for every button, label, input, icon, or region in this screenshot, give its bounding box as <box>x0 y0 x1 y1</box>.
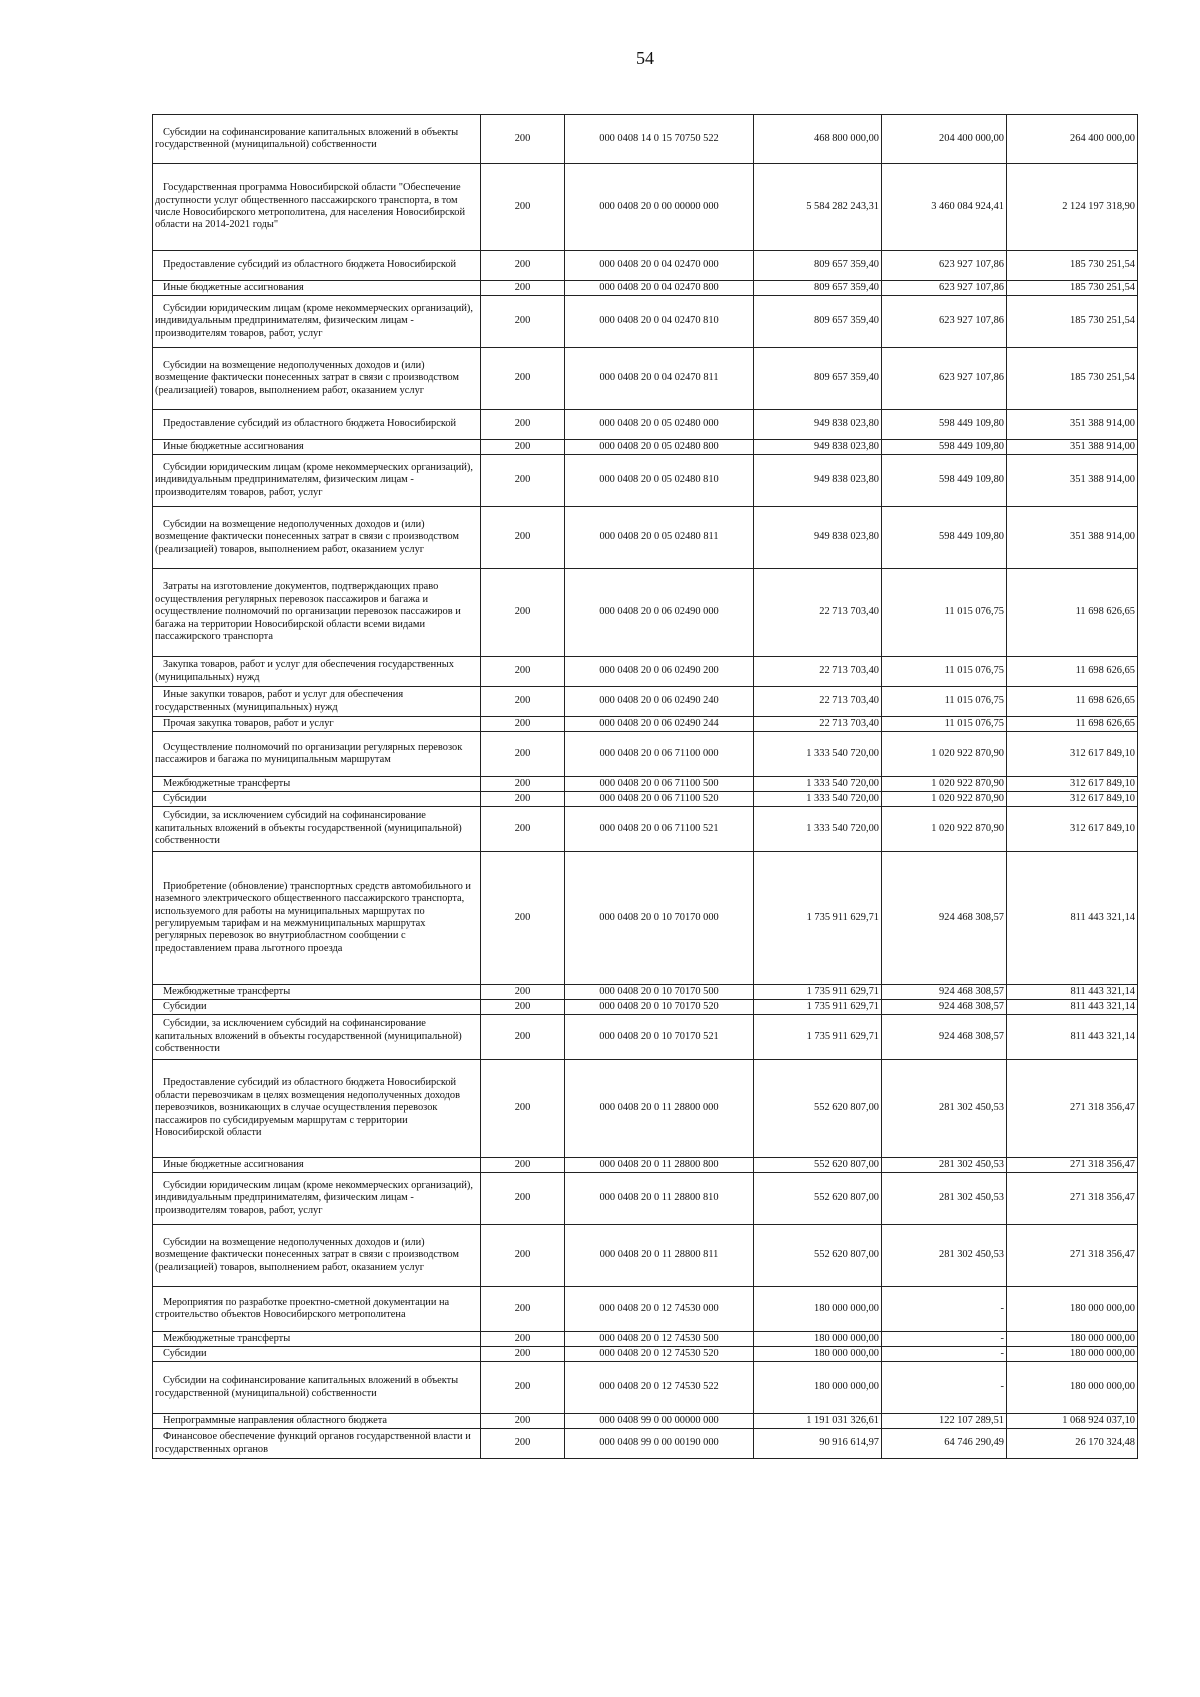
row-value-3: 1 068 924 037,10 <box>1007 1414 1138 1429</box>
row-name: Осуществление полномочий по организации регулярных перевозок пассажиров и багажа по муниципальным маршрутам <box>153 732 481 777</box>
row-value-1: 180 000 000,00 <box>754 1347 882 1362</box>
row-value-1: 552 620 807,00 <box>754 1060 882 1158</box>
row-value-2: 1 020 922 870,90 <box>882 807 1007 852</box>
row-value-2: - <box>882 1287 1007 1332</box>
row-value-3: 185 730 251,54 <box>1007 251 1138 281</box>
row-value-1: 809 657 359,40 <box>754 281 882 296</box>
row-budget-code: 000 0408 99 0 00 00000 000 <box>565 1414 754 1429</box>
row-name: Мероприятия по разработке проектно-сметной документации на строительство объектов Новосибирского метрополитена <box>153 1287 481 1332</box>
row-value-1: 22 713 703,40 <box>754 687 882 717</box>
table-row <box>153 296 1138 348</box>
row-value-3: 185 730 251,54 <box>1007 296 1138 348</box>
row-value-3: 271 318 356,47 <box>1007 1060 1138 1158</box>
row-budget-code: 000 0408 20 0 06 02490 240 <box>565 687 754 717</box>
row-value-2: 1 020 922 870,90 <box>882 792 1007 807</box>
table-row <box>153 455 1138 507</box>
row-value-1: 1 735 911 629,71 <box>754 852 882 985</box>
table-row <box>153 717 1138 732</box>
row-value-2: 924 468 308,57 <box>882 1015 1007 1060</box>
table-row <box>153 792 1138 807</box>
row-value-1: 180 000 000,00 <box>754 1362 882 1414</box>
row-grbs-code: 200 <box>481 507 565 569</box>
row-value-3: 11 698 626,65 <box>1007 687 1138 717</box>
row-value-2: - <box>882 1347 1007 1362</box>
table-row <box>153 1287 1138 1332</box>
row-name: Иные бюджетные ассигнования <box>153 1158 481 1173</box>
row-budget-code: 000 0408 99 0 00 00190 000 <box>565 1429 754 1459</box>
row-budget-code: 000 0408 20 0 11 28800 811 <box>565 1225 754 1287</box>
row-grbs-code: 200 <box>481 777 565 792</box>
row-value-2: 598 449 109,80 <box>882 455 1007 507</box>
table-row <box>153 1225 1138 1287</box>
row-name: Межбюджетные трансферты <box>153 777 481 792</box>
row-name: Субсидии на возмещение недополученных доходов и (или) возмещение фактически понесенных затрат в связи с производством (реализацией) товаров, выполнением работ, оказанием услуг <box>153 1225 481 1287</box>
row-value-2: 281 302 450,53 <box>882 1173 1007 1225</box>
row-name: Субсидии на возмещение недополученных доходов и (или) возмещение фактически понесенных затрат в связи с производством (реализацией) товаров, выполнением работ, оказанием услуг <box>153 348 481 410</box>
row-name: Приобретение (обновление) транспортных средств автомобильного и наземного электрического общественного пассажирского транспорта, используемого для работы на муниципальных маршрутах по регулируемым тарифам и на межмуниципальных маршрутах регулярных перевозок во внутриобластном сообщении с предоставлением права льготного проезда <box>153 852 481 985</box>
row-grbs-code: 200 <box>481 1060 565 1158</box>
row-value-1: 552 620 807,00 <box>754 1225 882 1287</box>
row-value-3: 312 617 849,10 <box>1007 732 1138 777</box>
row-value-2: 11 015 076,75 <box>882 687 1007 717</box>
row-grbs-code: 200 <box>481 115 565 164</box>
row-name: Субсидии юридическим лицам (кроме некоммерческих организаций), индивидуальным предпринимателям, физическим лицам - производителям товаров, работ, услуг <box>153 1173 481 1225</box>
row-name: Субсидии <box>153 1347 481 1362</box>
row-name: Предоставление субсидий из областного бюджета Новосибирской <box>153 251 481 281</box>
row-value-3: 351 388 914,00 <box>1007 507 1138 569</box>
row-value-1: 5 584 282 243,31 <box>754 164 882 251</box>
table-row <box>153 410 1138 440</box>
row-value-3: 811 443 321,14 <box>1007 852 1138 985</box>
row-value-1: 552 620 807,00 <box>754 1158 882 1173</box>
table-row <box>153 1362 1138 1414</box>
row-budget-code: 000 0408 20 0 12 74530 520 <box>565 1347 754 1362</box>
row-value-3: 180 000 000,00 <box>1007 1332 1138 1347</box>
row-value-2: 281 302 450,53 <box>882 1225 1007 1287</box>
row-budget-code: 000 0408 20 0 06 02490 244 <box>565 717 754 732</box>
row-grbs-code: 200 <box>481 1332 565 1347</box>
row-budget-code: 000 0408 20 0 04 02470 000 <box>565 251 754 281</box>
row-budget-code: 000 0408 20 0 06 02490 000 <box>565 569 754 657</box>
row-value-3: 180 000 000,00 <box>1007 1287 1138 1332</box>
row-budget-code: 000 0408 20 0 06 02490 200 <box>565 657 754 687</box>
row-value-1: 22 713 703,40 <box>754 717 882 732</box>
row-name: Субсидии юридическим лицам (кроме некоммерческих организаций), индивидуальным предпринимателям, физическим лицам - производителям товаров, работ, услуг <box>153 296 481 348</box>
row-name: Финансовое обеспечение функций органов государственной власти и государственных органов <box>153 1429 481 1459</box>
table-row <box>153 807 1138 852</box>
row-value-3: 312 617 849,10 <box>1007 792 1138 807</box>
row-value-2: 122 107 289,51 <box>882 1414 1007 1429</box>
row-budget-code: 000 0408 20 0 06 71100 521 <box>565 807 754 852</box>
row-name: Предоставление субсидий из областного бюджета Новосибирской <box>153 410 481 440</box>
row-budget-code: 000 0408 20 0 04 02470 811 <box>565 348 754 410</box>
row-budget-code: 000 0408 20 0 10 70170 000 <box>565 852 754 985</box>
row-value-3: 180 000 000,00 <box>1007 1347 1138 1362</box>
row-value-1: 949 838 023,80 <box>754 507 882 569</box>
row-value-1: 1 191 031 326,61 <box>754 1414 882 1429</box>
row-value-1: 949 838 023,80 <box>754 455 882 507</box>
row-name: Иные бюджетные ассигнования <box>153 440 481 455</box>
row-budget-code: 000 0408 20 0 06 71100 000 <box>565 732 754 777</box>
row-name: Межбюджетные трансферты <box>153 985 481 1000</box>
table-row <box>153 732 1138 777</box>
row-name: Иные закупки товаров, работ и услуг для обеспечения государственных (муниципальных) нужд <box>153 687 481 717</box>
row-value-1: 949 838 023,80 <box>754 440 882 455</box>
row-grbs-code: 200 <box>481 717 565 732</box>
table-row <box>153 1015 1138 1060</box>
row-value-1: 809 657 359,40 <box>754 348 882 410</box>
table-row <box>153 657 1138 687</box>
row-name: Предоставление субсидий из областного бюджета Новосибирской области перевозчикам в целях возмещения недополученных доходов перевозчиков, возникающих в случае осуществления перевозок пассажиров по субсидируемым маршрутам с территории Новосибирской области <box>153 1060 481 1158</box>
table-row <box>153 251 1138 281</box>
table-row <box>153 115 1138 164</box>
row-value-2: 623 927 107,86 <box>882 296 1007 348</box>
row-budget-code: 000 0408 20 0 10 70170 520 <box>565 1000 754 1015</box>
row-value-3: 811 443 321,14 <box>1007 985 1138 1000</box>
row-value-2: 281 302 450,53 <box>882 1060 1007 1158</box>
row-grbs-code: 200 <box>481 440 565 455</box>
row-name: Затраты на изготовление документов, подтверждающих право осуществления регулярных перевозок пассажиров и багажа и осуществление полномочий по организации перевозок пассажиров и багажа на территории Новосибирской области всеми видами пассажирского транспорта <box>153 569 481 657</box>
row-name: Субсидии <box>153 1000 481 1015</box>
row-name: Субсидии, за исключением субсидий на софинансирование капитальных вложений в объекты государственной (муниципальной) собственности <box>153 807 481 852</box>
row-value-3: 26 170 324,48 <box>1007 1429 1138 1459</box>
table-row <box>153 507 1138 569</box>
row-grbs-code: 200 <box>481 852 565 985</box>
table-row <box>153 1429 1138 1459</box>
row-budget-code: 000 0408 20 0 12 74530 522 <box>565 1362 754 1414</box>
row-grbs-code: 200 <box>481 296 565 348</box>
row-budget-code: 000 0408 20 0 05 02480 810 <box>565 455 754 507</box>
row-value-1: 552 620 807,00 <box>754 1173 882 1225</box>
row-value-2: 924 468 308,57 <box>882 1000 1007 1015</box>
row-value-3: 11 698 626,65 <box>1007 569 1138 657</box>
row-grbs-code: 200 <box>481 410 565 440</box>
row-value-3: 185 730 251,54 <box>1007 281 1138 296</box>
row-value-2: 1 020 922 870,90 <box>882 777 1007 792</box>
table-row <box>153 852 1138 985</box>
row-value-2: 924 468 308,57 <box>882 852 1007 985</box>
row-grbs-code: 200 <box>481 251 565 281</box>
row-grbs-code: 200 <box>481 1429 565 1459</box>
row-value-1: 949 838 023,80 <box>754 410 882 440</box>
row-grbs-code: 200 <box>481 1173 565 1225</box>
row-value-1: 809 657 359,40 <box>754 251 882 281</box>
table-row <box>153 164 1138 251</box>
table-row <box>153 687 1138 717</box>
table-row <box>153 1158 1138 1173</box>
row-value-3: 180 000 000,00 <box>1007 1362 1138 1414</box>
row-value-2: 598 449 109,80 <box>882 440 1007 455</box>
row-grbs-code: 200 <box>481 1347 565 1362</box>
row-value-3: 351 388 914,00 <box>1007 410 1138 440</box>
row-budget-code: 000 0408 20 0 06 71100 500 <box>565 777 754 792</box>
row-grbs-code: 200 <box>481 807 565 852</box>
row-budget-code: 000 0408 20 0 10 70170 500 <box>565 985 754 1000</box>
row-budget-code: 000 0408 20 0 04 02470 800 <box>565 281 754 296</box>
row-name: Непрограммные направления областного бюджета <box>153 1414 481 1429</box>
row-value-2: - <box>882 1332 1007 1347</box>
row-value-1: 1 333 540 720,00 <box>754 807 882 852</box>
row-grbs-code: 200 <box>481 792 565 807</box>
row-name: Субсидии юридическим лицам (кроме некоммерческих организаций), индивидуальным предпринимателям, физическим лицам - производителям товаров, работ, услуг <box>153 455 481 507</box>
row-value-3: 271 318 356,47 <box>1007 1158 1138 1173</box>
row-budget-code: 000 0408 20 0 00 00000 000 <box>565 164 754 251</box>
row-value-3: 11 698 626,65 <box>1007 717 1138 732</box>
row-grbs-code: 200 <box>481 1000 565 1015</box>
row-value-1: 809 657 359,40 <box>754 296 882 348</box>
table-row <box>153 985 1138 1000</box>
row-value-2: - <box>882 1362 1007 1414</box>
row-value-3: 11 698 626,65 <box>1007 657 1138 687</box>
table-row <box>153 1347 1138 1362</box>
row-value-1: 1 333 540 720,00 <box>754 792 882 807</box>
row-value-3: 271 318 356,47 <box>1007 1173 1138 1225</box>
row-value-3: 351 388 914,00 <box>1007 455 1138 507</box>
row-value-2: 623 927 107,86 <box>882 251 1007 281</box>
row-budget-code: 000 0408 20 0 05 02480 800 <box>565 440 754 455</box>
row-value-1: 1 735 911 629,71 <box>754 1000 882 1015</box>
table-row <box>153 281 1138 296</box>
row-value-2: 1 020 922 870,90 <box>882 732 1007 777</box>
row-value-3: 811 443 321,14 <box>1007 1015 1138 1060</box>
row-value-3: 264 400 000,00 <box>1007 115 1138 164</box>
table-row <box>153 1414 1138 1429</box>
row-grbs-code: 200 <box>481 348 565 410</box>
row-name: Субсидии <box>153 792 481 807</box>
table-row <box>153 569 1138 657</box>
row-value-1: 1 735 911 629,71 <box>754 985 882 1000</box>
row-grbs-code: 200 <box>481 1362 565 1414</box>
row-value-3: 2 124 197 318,90 <box>1007 164 1138 251</box>
row-budget-code: 000 0408 20 0 05 02480 000 <box>565 410 754 440</box>
row-grbs-code: 200 <box>481 455 565 507</box>
row-name: Государственная программа Новосибирской области "Обеспечение доступности услуг общественного пассажирского транспорта, в том числе Новосибирского метрополитена, для населения Новосибирской области на 2014-2021 годы" <box>153 164 481 251</box>
row-grbs-code: 200 <box>481 687 565 717</box>
table-row <box>153 1173 1138 1225</box>
page-number: 54 <box>636 48 654 68</box>
row-budget-code: 000 0408 20 0 06 71100 520 <box>565 792 754 807</box>
row-grbs-code: 200 <box>481 1158 565 1173</box>
row-name: Закупка товаров, работ и услуг для обеспечения государственных (муниципальных) нужд <box>153 657 481 687</box>
row-name: Субсидии на возмещение недополученных доходов и (или) возмещение фактически понесенных затрат в связи с производством (реализацией) товаров, выполнением работ, оказанием услуг <box>153 507 481 569</box>
row-value-1: 90 916 614,97 <box>754 1429 882 1459</box>
row-budget-code: 000 0408 20 0 05 02480 811 <box>565 507 754 569</box>
row-grbs-code: 200 <box>481 281 565 296</box>
row-value-3: 185 730 251,54 <box>1007 348 1138 410</box>
row-grbs-code: 200 <box>481 164 565 251</box>
row-value-3: 811 443 321,14 <box>1007 1000 1138 1015</box>
row-value-1: 180 000 000,00 <box>754 1332 882 1347</box>
row-budget-code: 000 0408 20 0 11 28800 810 <box>565 1173 754 1225</box>
row-value-1: 180 000 000,00 <box>754 1287 882 1332</box>
row-value-2: 623 927 107,86 <box>882 281 1007 296</box>
row-value-1: 1 333 540 720,00 <box>754 777 882 792</box>
row-value-3: 351 388 914,00 <box>1007 440 1138 455</box>
row-grbs-code: 200 <box>481 1225 565 1287</box>
row-value-2: 623 927 107,86 <box>882 348 1007 410</box>
table-row <box>153 777 1138 792</box>
table-row <box>153 440 1138 455</box>
row-value-2: 281 302 450,53 <box>882 1158 1007 1173</box>
row-value-1: 22 713 703,40 <box>754 569 882 657</box>
row-name: Субсидии, за исключением субсидий на софинансирование капитальных вложений в объекты государственной (муниципальной) собственности <box>153 1015 481 1060</box>
row-value-2: 598 449 109,80 <box>882 410 1007 440</box>
row-budget-code: 000 0408 20 0 04 02470 810 <box>565 296 754 348</box>
row-value-2: 11 015 076,75 <box>882 717 1007 732</box>
row-grbs-code: 200 <box>481 732 565 777</box>
row-name: Иные бюджетные ассигнования <box>153 281 481 296</box>
row-value-2: 204 400 000,00 <box>882 115 1007 164</box>
row-grbs-code: 200 <box>481 985 565 1000</box>
row-value-1: 22 713 703,40 <box>754 657 882 687</box>
row-value-1: 1 735 911 629,71 <box>754 1015 882 1060</box>
row-value-1: 468 800 000,00 <box>754 115 882 164</box>
row-budget-code: 000 0408 20 0 10 70170 521 <box>565 1015 754 1060</box>
row-grbs-code: 200 <box>481 1414 565 1429</box>
budget-table <box>152 114 1138 1459</box>
table-row <box>153 1332 1138 1347</box>
row-value-2: 11 015 076,75 <box>882 657 1007 687</box>
row-grbs-code: 200 <box>481 657 565 687</box>
row-value-1: 1 333 540 720,00 <box>754 732 882 777</box>
table-row <box>153 1000 1138 1015</box>
row-value-2: 64 746 290,49 <box>882 1429 1007 1459</box>
row-value-3: 312 617 849,10 <box>1007 777 1138 792</box>
row-name: Прочая закупка товаров, работ и услуг <box>153 717 481 732</box>
row-grbs-code: 200 <box>481 1015 565 1060</box>
row-name: Субсидии на софинансирование капитальных вложений в объекты государственной (муниципальной) собственности <box>153 1362 481 1414</box>
row-grbs-code: 200 <box>481 569 565 657</box>
table-row <box>153 1060 1138 1158</box>
row-budget-code: 000 0408 14 0 15 70750 522 <box>565 115 754 164</box>
row-value-2: 3 460 084 924,41 <box>882 164 1007 251</box>
row-name: Межбюджетные трансферты <box>153 1332 481 1347</box>
row-budget-code: 000 0408 20 0 12 74530 500 <box>565 1332 754 1347</box>
row-value-2: 11 015 076,75 <box>882 569 1007 657</box>
row-value-2: 924 468 308,57 <box>882 985 1007 1000</box>
row-budget-code: 000 0408 20 0 12 74530 000 <box>565 1287 754 1332</box>
row-value-3: 312 617 849,10 <box>1007 807 1138 852</box>
row-value-2: 598 449 109,80 <box>882 507 1007 569</box>
table-row <box>153 348 1138 410</box>
row-budget-code: 000 0408 20 0 11 28800 800 <box>565 1158 754 1173</box>
row-grbs-code: 200 <box>481 1287 565 1332</box>
row-budget-code: 000 0408 20 0 11 28800 000 <box>565 1060 754 1158</box>
row-name: Субсидии на софинансирование капитальных вложений в объекты государственной (муниципальной) собственности <box>153 115 481 164</box>
row-value-3: 271 318 356,47 <box>1007 1225 1138 1287</box>
